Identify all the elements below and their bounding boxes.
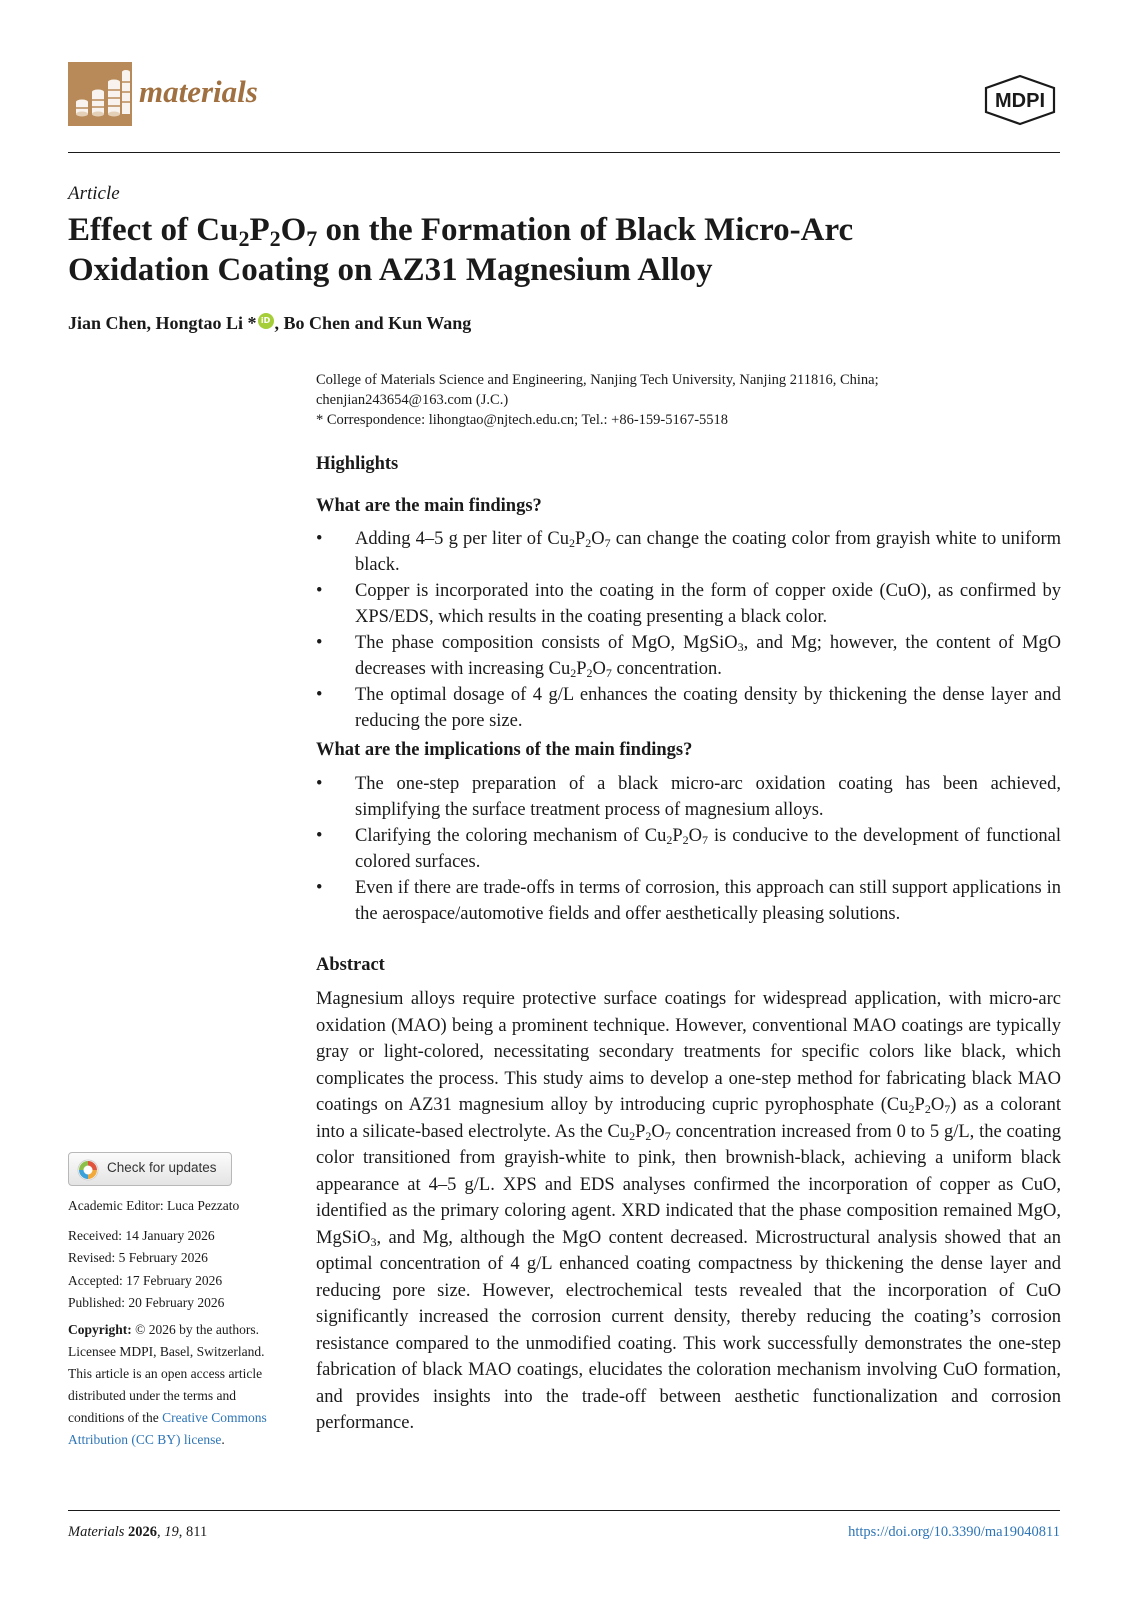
- copyright-line: Attribution (CC BY) license.: [68, 1432, 225, 1447]
- abstract-heading: Abstract: [316, 955, 385, 975]
- list-item: • Adding 4–5 g per liter of $Cu_2P_2O_7$ can change the coating color from grayish white to uniform black.: [316, 526, 1061, 578]
- affiliation-line: College of Materials Science and Engineering, Nanjing Tech University, Nanjing 211816, China;: [316, 372, 879, 388]
- mdpi-logo-icon: [980, 74, 1060, 126]
- copyright-line: conditions of the Creative Commons: [68, 1410, 267, 1425]
- orcid-icon[interactable]: iD: [258, 313, 274, 329]
- license-link[interactable]: Creative Commons: [162, 1410, 267, 1425]
- list-item: • Clarifying the coloring mechanism of $Cu_2P_2O_7$ is conducive to the development of functional colored surfaces.: [316, 823, 1061, 875]
- list-item: • Even if there are trade-offs in terms of corrosion, this approach can still support applications in the aerospace/automotive fields and offer aesthetically pleasing solutions.: [316, 875, 1061, 927]
- doi-link[interactable]: https://doi.org/10.3390/ma19040811: [848, 1524, 1060, 1540]
- highlights-heading: Highlights: [316, 454, 399, 474]
- header-rule: [68, 152, 1060, 153]
- list-item: • The optimal dosage of 4 g/L enhances the coating density by thickening the dense layer and reducing the pore size.: [316, 682, 1061, 734]
- journal-name: materials: [139, 74, 258, 109]
- footer-rule: [68, 1510, 1060, 1511]
- copyright-line: Licensee MDPI, Basel, Switzerland.: [68, 1344, 265, 1359]
- published-date: Published: 20 February 2026: [68, 1295, 225, 1310]
- implications-heading: What are the implications of the main findings?: [316, 740, 693, 760]
- findings-heading: What are the main findings?: [316, 496, 542, 516]
- academic-editor: Academic Editor: Luca Pezzato: [68, 1198, 240, 1213]
- received-date: Received: 14 January 2026: [68, 1228, 215, 1243]
- implications-list: [316, 771, 1061, 927]
- correspondence-line: * Correspondence: lihongtao@njtech.edu.cn; Tel.: +86-159-5167-5518: [316, 412, 729, 428]
- materials-logo-icon: [68, 62, 132, 126]
- accepted-date: Accepted: 17 February 2026: [68, 1273, 223, 1288]
- copyright-line: This article is an open access article: [68, 1366, 263, 1381]
- list-item: • The one-step preparation of a black micro-arc oxidation coating has been achieved, simplifying the surface treatment process of magnesium alloys.: [316, 771, 1061, 823]
- check-updates-icon: [77, 1159, 99, 1181]
- check-for-updates-button[interactable]: [68, 1152, 232, 1186]
- footer-citation: Materials 2026, 19, 811: [68, 1524, 208, 1540]
- article-title: Effect of $Cu_2P_2O_7$ on the Formation of Black Micro-Arc Oxidation Coating on AZ31 Magnesium Alloy: [68, 212, 854, 288]
- abstract-text: Magnesium alloys require protective surface coatings for widespread application, with micro-arc oxidation (MAO) being a prominent technique. However, conventional MAO coatings are typically gray or light-colored, necessitating secondary treatments for specific colors like black, which complicates the process. This study aims to develop a one-step method for fabricating black MAO coatings on AZ31 magnesium alloy by introducing cupric pyrophosphate $(Cu_2P_2O_7)$ as a colorant into a silicate-based electrolyte. As the $Cu_2P_2O_7$ concentration increased from 0 to 5 g/L, the coating color transitioned from grayish-white to pink, then brownish-black, achieving a uniform black appearance at 4–5 g/L. XPS and EDS analyses confirmed the incorporation of copper as CuO, identified as the primary coloring agent. XRD indicated that the phase composition remained MgO, MgSiO$_3$, and Mg, although the MgO content decreased. Microstructural analysis showed that an optimal concentration of 4 g/L enhanced coating compactness by thickening the dense layer and reducing pore size. However, electrochemical tests revealed that the incorporation of CuO significantly increased the corrosion current density, thereby reducing the coating’s corrosion resistance compared to the unmodified coating. This work successfully demonstrates the one-step fabrication of black MAO coatings, elucidates the coloration mechanism involving CuO formation, and provides insights into the trade-off between aesthetic functionalization and corrosion performance.: [316, 989, 1061, 1433]
- author-list: Jian Chen, Hongtao Li * iD , Bo Chen and Kun Wang: [68, 313, 472, 333]
- affiliation-email: chenjian243654@163.com (J.C.): [316, 392, 509, 408]
- list-item: • Copper is incorporated into the coating in the form of copper oxide (CuO), as confirmed by XPS/EDS, which results in the coating presenting a black color.: [316, 578, 1061, 630]
- copyright-line: Copyright: © 2026 by the authors.: [68, 1322, 259, 1337]
- list-item: • The phase composition consists of MgO, MgSiO$_3$, and Mg; however, the content of MgO decreases with increasing $Cu_2P_2O_7$ concentration.: [316, 630, 1061, 682]
- check-updates-label: Check for updates: [107, 1160, 217, 1175]
- findings-list: [316, 526, 1061, 734]
- revised-date: Revised: 5 February 2026: [68, 1250, 208, 1265]
- article-type: Article: [68, 183, 120, 204]
- publisher-name: MDPI: [995, 90, 1045, 112]
- copyright-line: distributed under the terms and: [68, 1388, 236, 1403]
- license-link[interactable]: Attribution (CC BY) license: [68, 1432, 222, 1447]
